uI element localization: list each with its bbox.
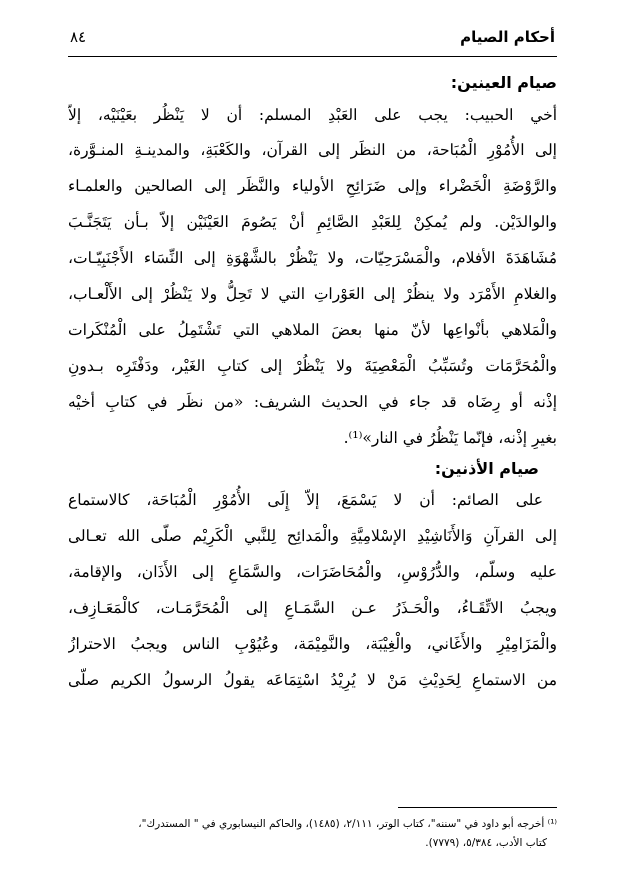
text-line: والرَّوْضَةِ الْخَضْراء وإلى ضَرَائِحِ الأولياء والنَّظَر إلى الصالحين والعلمـاء — [68, 177, 557, 195]
text-line: والْمَزَامِيْرِ والأَغَاني، والْغِيْبَة، والنَّمِيْمَة، وعُيُوْبِ الناس ويجبُ الاحترازُ — [68, 635, 557, 653]
header-divider — [68, 56, 557, 57]
footnotes — [68, 815, 557, 853]
section-title-eyes: صيام العينين: — [450, 73, 557, 92]
page-number: ٨٤ — [70, 28, 87, 46]
body-text — [68, 64, 557, 698]
text-line: بغيرِ إذْنه، فإنّما يَنْظُرُ في النار»⁽¹⁾. — [343, 429, 557, 447]
footnote-line: ⁽¹⁾ أخرجه أبو داود في "سننه"، كتاب الوتر، ٢/١١١، (١٤٨٥)، والحاكم النيسابوري في " المستدرك"، — [138, 818, 557, 830]
text-line: إلى الأُمُوْرِ الْمُبَاحة، من النظَر إلى القرآن، والكَعْبَةِ، والمدينـةِ المنـوَّرة، — [68, 141, 557, 159]
text-line: ويجبُ الاتِّقَـاءُ، والْحَـذَرُ عـن السَّمَـاعِ إلى الْمُحَرَّمَـات، كالْمَعَـازِف، — [68, 599, 557, 617]
text-line: أخي الحبيب: يجب على العَبْدِ المسلم: أن لا يَنْظُر بعَيْنَيْه، إلاّ — [68, 106, 557, 124]
page-header — [70, 22, 555, 56]
text-line: والغلامِ الأَمْرَد ولا ينظُرْ إلى العَوْراتِ التي لا تَحِلُّ ولا يَنْظُرْ إلى الأَلْعـاب، — [68, 285, 557, 303]
text-line: إذْنه أو رِضَاه قد جاء في الحديث الشريف: «من نظَر في كتابِ أخيْه — [68, 393, 557, 411]
text-line: والْمَلاهي بأنْواعِها لأنّ منها بعضَ الملاهي التي تَشْتَمِلُ على الْمُنْكَرات — [68, 321, 557, 339]
text-line: على الصائم: أن لا يَسْمَعَ، إلاّ إِلَى الأُمُوْرِ الْمُبَاحَة، كالاستماع — [68, 491, 543, 509]
footnote-divider — [398, 807, 557, 808]
section-title-ears: صيام الأذنين: — [434, 459, 539, 478]
running-title: أحكام الصيام — [460, 28, 555, 46]
text-line: عليه وسلّم، والدُّرُوْسِ، والْمُحَاضَرَات، والسَّمَاعِ إلى الأَذَان، والإقامة، — [68, 563, 557, 581]
text-line: من الاستماعِ لِحَدِيْثِ مَنْ لا يُرِيْدُ اسْتِمَاعَه يقولُ الرسولُ الكريم صلّى — [68, 671, 557, 689]
text-line: والوالدَيْن. ولم يُمكِنْ لِلعَبْدِ الصَّائِمِ أنْ يَصُومَ العَيْنَيْن إلاّ بـأن يَتَجَنَّـبَ — [68, 213, 557, 231]
text-line: مُشَاهَدَةَ الأفلام، والْمَسْرَحِيّات، ولا يَنْظُرْ بالشَّهْوَةِ إلى النِّسَاء الأَجْنَبِيّـات، — [68, 249, 557, 267]
text-line: إلى القرآنِ وَالأَنَاشِيْدِ الإسْلامِيَّةِ والْمَدائِح لِلنَّبي الْكَرِيْم صلّى الله تعـالى — [68, 527, 557, 545]
text-line: والْمُحَرَّمَات وتُسَبِّبُ الْمَعْصِيَةَ ولا يَنْظُرْ إلى كتابِ الغَيْر، ودَفْتَرِه بـدونِ — [68, 357, 557, 375]
footnote-line: كتاب الأدب، ٥/٣٨٤، (٧٧٧٩). — [425, 837, 547, 849]
